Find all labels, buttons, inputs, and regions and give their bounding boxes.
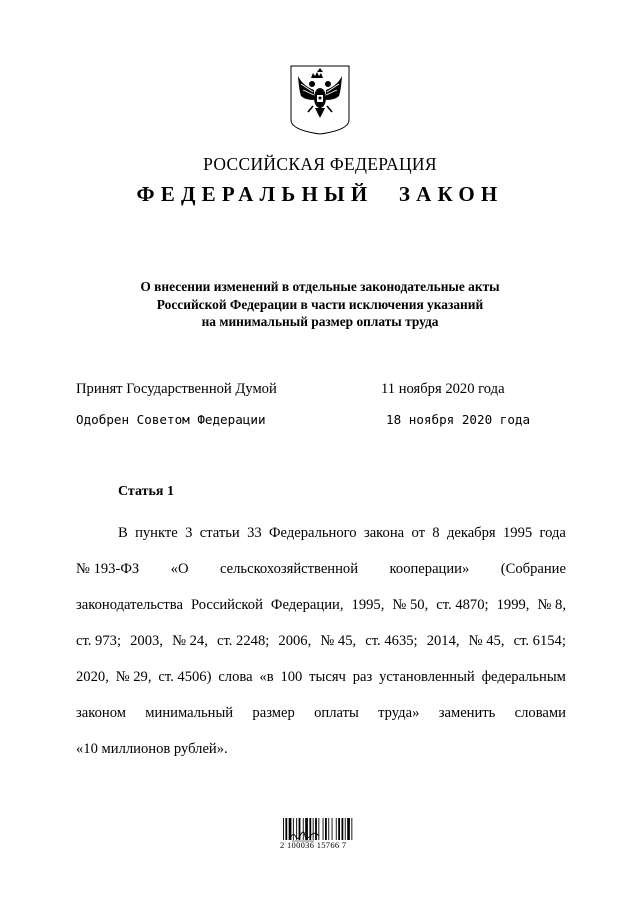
council-approval-date: 18 ноября 2020 года (386, 412, 531, 427)
article-word: 1995, (351, 597, 385, 613)
article-word: сельскохозяйственной (220, 561, 359, 577)
law-title-line: Российской Федерации в части исключения указаний (156, 296, 484, 312)
article-word: словами (514, 705, 566, 721)
document-type-heading: ФЕДЕРАЛЬНЫЙ ЗАКОН (136, 182, 504, 206)
article-text-line (76, 623, 566, 659)
article-word: законом (76, 705, 126, 721)
article-word: № 45, (468, 633, 505, 649)
law-title-line: О внесении изменений в отдельные законодательные акты (140, 279, 500, 294)
article-word: № 50, (392, 597, 429, 613)
article-word: Российской (190, 597, 263, 613)
law-title-line: на минимальный размер оплаты труда (201, 314, 439, 329)
article-text-line (76, 515, 566, 551)
article-word: (Собрание (500, 561, 566, 577)
barcode-image (282, 818, 366, 842)
article-word: установленный (379, 669, 475, 685)
article-word: 2014, (426, 633, 460, 649)
article-word: № 29, (115, 669, 152, 685)
article-word: от (411, 525, 425, 541)
article-word: года (539, 525, 566, 541)
article-word: 3 (185, 525, 193, 541)
article-word: № 24, (172, 633, 208, 649)
article-word: ст. 4870; (436, 597, 489, 613)
article-text-line (76, 551, 566, 587)
article-word: ст. 4506) (158, 669, 212, 685)
article-word: ст. 973; (76, 633, 121, 649)
article-text-line (76, 731, 566, 767)
article-word: кооперации» (389, 561, 470, 577)
article-word: закона (363, 525, 405, 541)
article-word: пункте (135, 525, 178, 541)
duma-adoption-label: Принят Государственной Думой (76, 381, 277, 397)
article-word: 2006, (278, 633, 312, 649)
article-word: Федерального (269, 525, 357, 541)
article-word: В (118, 525, 128, 541)
article-word: № 45, (320, 633, 357, 649)
article-word: тысяч (309, 669, 346, 685)
article-word: ст. 4635; (365, 633, 418, 649)
council-approval-label: Одобрен Советом Федерации (76, 412, 266, 427)
article-word: федеральным (481, 669, 566, 685)
article-word: ст. 2248; (217, 633, 270, 649)
article-word: декабря (446, 525, 496, 541)
article-word: труда» (378, 705, 420, 721)
article-word: «О (170, 561, 189, 577)
article-word: 1995 (502, 525, 533, 541)
article-word: ст. 6154; (513, 633, 566, 649)
article-word: раз (352, 669, 373, 685)
article-word: № 8, (537, 597, 566, 613)
article-word: 1999, (496, 597, 530, 613)
duma-adoption-date: 11 ноября 2020 года (381, 381, 505, 397)
article-word: законодательства (76, 597, 183, 613)
article-word: Федерации, (270, 597, 344, 613)
article-word: оплаты (314, 705, 359, 721)
article-body (76, 515, 566, 767)
article-word: «10 миллионов рублей». (76, 741, 228, 757)
article-heading: Статья 1 (118, 484, 174, 499)
barcode-number: 2 100036 15766 7 (280, 840, 347, 850)
article-word: 33 (247, 525, 262, 541)
coat-of-arms-emblem (289, 64, 351, 136)
article-text-line (76, 695, 566, 731)
article-word: минимальный (145, 705, 234, 721)
article-word: слова (218, 669, 253, 685)
article-word: 2003, (130, 633, 163, 649)
article-word: 2020, (76, 669, 109, 685)
article-word: «в (259, 669, 274, 685)
article-word: статьи (199, 525, 240, 541)
article-word: заменить (438, 705, 496, 721)
article-text-line (76, 587, 566, 623)
article-word: 8 (432, 525, 440, 541)
country-heading: РОССИЙСКАЯ ФЕДЕРАЦИЯ (203, 154, 437, 174)
article-word: № 193-ФЗ (76, 561, 140, 577)
article-word: размер (252, 705, 295, 721)
article-text-line (76, 659, 566, 695)
article-word: 100 (280, 669, 303, 685)
law-title (80, 278, 560, 331)
